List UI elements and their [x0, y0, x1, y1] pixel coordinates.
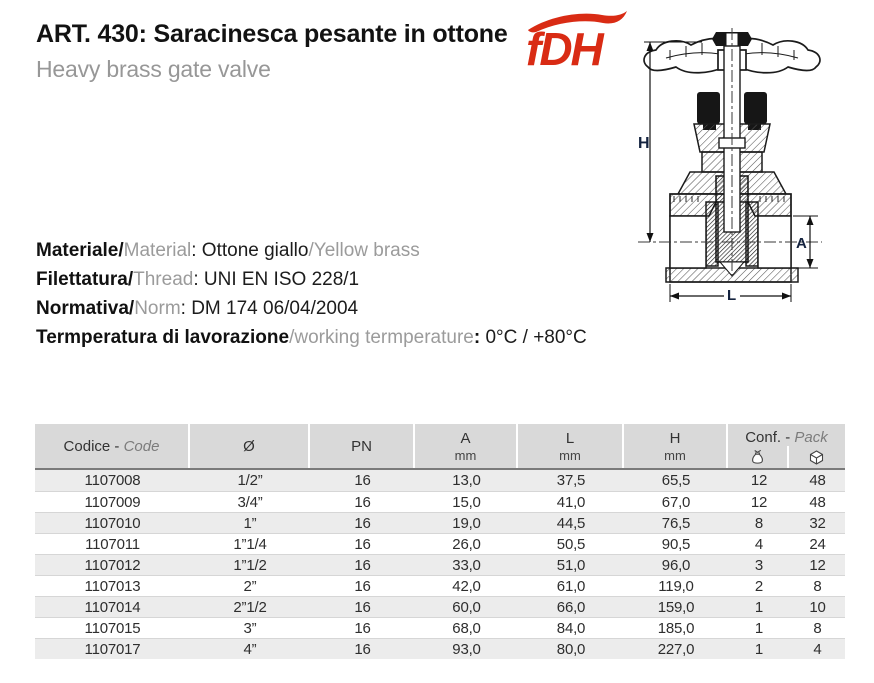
cell-l: 41,0 [556, 493, 586, 511]
cell-h: 90,5 [661, 535, 691, 553]
cell-l: 66,0 [556, 598, 586, 616]
cell-bag: 4 [754, 535, 764, 553]
spec-label-it: Filettatura/ [36, 269, 134, 290]
cell-box: 48 [809, 493, 826, 511]
cell-bag: 2 [754, 577, 764, 595]
cell-l: 44,5 [556, 514, 586, 532]
fdh-logo-graphic [524, 8, 630, 72]
col-header-code: Codice - Code [35, 424, 190, 468]
table-row [35, 596, 845, 617]
cell-l: 61,0 [556, 577, 586, 595]
table-body [35, 470, 845, 659]
cell-pn: 16 [354, 577, 371, 595]
cell-l: 84,0 [556, 619, 586, 637]
valve-drawing [636, 26, 831, 328]
cell-box: 8 [813, 577, 822, 595]
cell-a: 42,0 [452, 577, 481, 595]
spec-line-material [36, 236, 587, 265]
cell-pn: 16 [354, 556, 371, 574]
cell-bag: 1 [754, 640, 764, 658]
cell-a: 13,0 [452, 472, 481, 489]
cell-box: 10 [809, 598, 826, 616]
dim-label-a: A [796, 235, 807, 252]
cell-size: 2”1/2 [233, 598, 267, 616]
cell-a: 68,0 [452, 619, 481, 637]
col-header-diameter: Ø [190, 424, 310, 468]
cell-size: 1/2” [237, 472, 263, 489]
table-row [35, 617, 845, 638]
cell-h: 185,0 [657, 619, 695, 637]
spec-label-it: Termperatura di lavorazione [36, 327, 290, 348]
cell-box: 48 [809, 472, 826, 489]
cell-box: 24 [809, 535, 826, 553]
cell-pn: 16 [354, 619, 371, 637]
cell-code: 1107010 [84, 514, 141, 532]
spec-value: 0°C / +80°C [480, 327, 587, 348]
cell-a: 33,0 [452, 556, 481, 574]
cell-l: 37,5 [556, 472, 586, 489]
cell-code: 1107013 [84, 577, 141, 595]
cell-l: 50,5 [556, 535, 586, 553]
cell-l: 80,0 [556, 640, 586, 658]
cell-pn: 16 [354, 640, 371, 658]
cell-h: 119,0 [658, 577, 694, 595]
cell-box: 8 [813, 619, 822, 637]
spec-list [36, 236, 587, 352]
cell-bag: 8 [754, 514, 764, 532]
cell-h: 227,0 [657, 640, 695, 658]
cell-h: 67,0 [661, 493, 691, 511]
cell-box: 12 [809, 556, 826, 574]
product-table [35, 424, 845, 659]
spec-line-norm [36, 294, 587, 323]
col-header-h: H mm [624, 424, 728, 468]
table-row [35, 533, 845, 554]
col-header-l: L mm [518, 424, 624, 468]
fdh-logo [524, 8, 630, 77]
cell-code: 1107012 [84, 556, 141, 574]
table-row [35, 575, 845, 596]
spec-line-thread [36, 265, 587, 294]
spec-value-en: /Yellow brass [308, 240, 420, 261]
cell-l: 51,0 [556, 556, 586, 574]
cell-pn: 16 [354, 598, 371, 616]
dim-label-l: L [727, 287, 737, 304]
dim-label-h: H [638, 135, 650, 152]
spec-value: : Ottone giallo [191, 240, 309, 261]
cell-pn: 16 [354, 514, 371, 532]
cell-h: 96,0 [661, 556, 691, 574]
spec-value: : DM 174 06/04/2004 [180, 298, 359, 319]
cell-h: 65,5 [661, 472, 691, 489]
cell-code: 1107014 [84, 598, 141, 616]
box-icon [787, 446, 846, 468]
cell-size: 1”1/2 [233, 556, 267, 574]
cell-size: 3/4” [237, 493, 263, 511]
cell-bag: 3 [754, 556, 764, 574]
spec-label-en: /working termperature [289, 327, 474, 348]
table-row [35, 491, 845, 512]
cell-code: 1107017 [84, 640, 141, 658]
cell-box: 32 [809, 514, 826, 532]
table-row [35, 554, 845, 575]
page-title: ART. 430: Saracinesca pesante in ottone [36, 20, 508, 48]
bag-icon [728, 446, 787, 468]
cell-code: 1107008 [84, 472, 141, 489]
cell-size: 2” [243, 577, 257, 595]
cell-bag: 12 [750, 493, 768, 511]
cell-pn: 16 [354, 472, 371, 489]
spec-value: : UNI EN ISO 228/1 [193, 269, 360, 290]
table-row [35, 512, 845, 533]
col-header-pack: Conf. - Pack [728, 424, 845, 468]
cell-size: 1”1/4 [233, 535, 267, 553]
spec-label-en: Thread [133, 269, 194, 290]
col-header-pn: PN [310, 424, 415, 468]
cell-size: 1” [243, 514, 257, 532]
valve-drawing-svg [636, 26, 831, 323]
spec-label-it: Normativa/ [36, 298, 135, 319]
cell-size: 4” [243, 640, 257, 658]
cell-a: 60,0 [452, 598, 481, 616]
cell-pn: 16 [354, 535, 371, 553]
cell-a: 93,0 [452, 640, 481, 658]
cell-a: 15,0 [452, 493, 481, 511]
table-header [35, 424, 845, 470]
cell-code: 1107015 [84, 619, 141, 637]
cell-h: 159,0 [657, 598, 695, 616]
cell-h: 76,5 [661, 514, 691, 532]
table-row [35, 638, 845, 659]
cell-a: 19,0 [452, 514, 481, 532]
cell-a: 26,0 [452, 535, 481, 553]
spec-label-en: Norm [134, 298, 181, 319]
logo-text: fDH [526, 23, 602, 72]
spec-label-it: Materiale/ [36, 240, 124, 261]
cell-box: 4 [813, 640, 822, 658]
cell-code: 1107011 [85, 535, 140, 553]
cell-code: 1107009 [84, 493, 141, 511]
spec-line-temperature: Termperatura di lavorazione/working termperature: 0°C / +80°C [36, 327, 587, 348]
cell-pn: 16 [354, 493, 371, 511]
col-header-a: A mm [415, 424, 518, 468]
cell-bag: 12 [750, 472, 768, 489]
cell-size: 3” [243, 619, 257, 637]
cell-bag: 1 [754, 619, 764, 637]
page-subtitle: Heavy brass gate valve [36, 56, 271, 82]
table-row [35, 470, 845, 491]
spec-label-en: Material [123, 240, 192, 261]
cell-bag: 1 [754, 598, 764, 616]
